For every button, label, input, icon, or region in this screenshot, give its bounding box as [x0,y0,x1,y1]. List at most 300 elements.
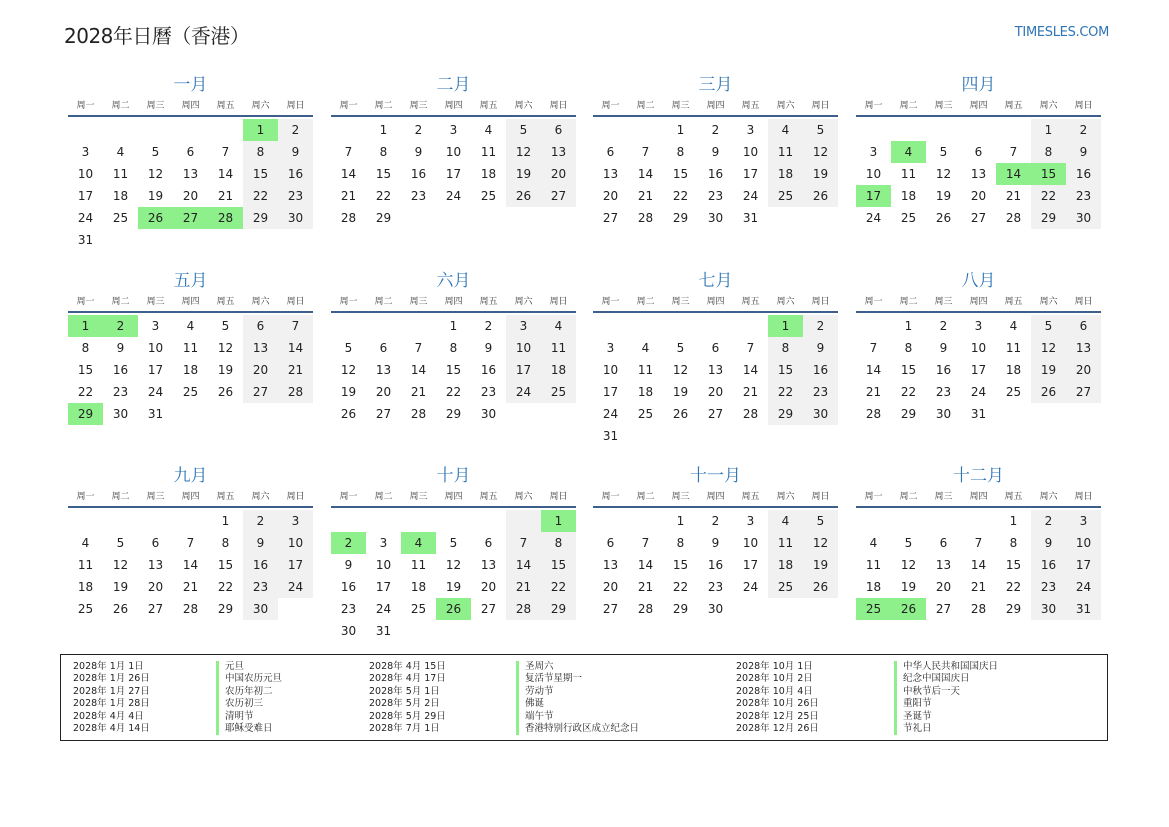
holiday-date: 2028年 10月 1日 [736,661,813,672]
weekday-label: 周六 [251,297,270,307]
holiday-names-col-3 [894,661,998,735]
day-cell: 2 [484,319,493,333]
day-cell: 6 [186,145,195,159]
weekday-label: 周二 [111,297,130,307]
day-cell: 9 [278,141,313,163]
day-cell: 28 [278,381,313,403]
day-cell: 11 [77,558,94,572]
month-5 [68,270,313,425]
day-cell: 4 [768,510,803,532]
empty-cell [173,510,208,532]
weekday-label: 周四 [444,101,463,111]
weekday-label: 周五 [479,297,498,307]
day-cell: 8 [541,532,576,554]
day-cell: 3 [449,123,458,137]
day-cell: 14 [410,363,427,377]
day-cell: 9 [1066,141,1101,163]
day-grid [331,119,576,229]
day-cell: 31 [602,429,619,443]
day-cell: 22 [375,189,392,203]
day-cell: 13 [970,167,987,181]
weekday-label: 周四 [706,297,725,307]
day-cell: 1 [379,123,388,137]
month-12 [856,465,1101,620]
day-cell: 24 [865,211,882,225]
day-cell: 24 [970,385,987,399]
day-cell: 5 [151,145,160,159]
day-cell: 30 [707,602,724,616]
day-cell: 30 [278,207,313,229]
day-cell: 6 [939,536,948,550]
day-cell: 19 [803,554,838,576]
day-cell: 25 [768,576,803,598]
empty-cell [103,119,138,141]
day-cell: 17 [445,167,462,181]
day-cell: 17 [506,359,541,381]
day-cell: 11 [182,341,199,355]
day-cell: 9 [344,558,353,572]
weekday-label: 周五 [741,101,760,111]
empty-cell [68,510,103,532]
weekday-label: 周三 [934,101,953,111]
day-cell: 11 [768,532,803,554]
holiday-names-col-1 [216,661,282,735]
empty-cell [856,119,891,141]
empty-cell [173,119,208,141]
holiday-name: 圣诞节 [894,711,998,723]
day-cell: 6 [974,145,983,159]
day-cell: 21 [410,385,427,399]
weekday-label: 周六 [514,297,533,307]
day-cell: 21 [217,189,234,203]
day-cell: 16 [243,554,278,576]
month-divider [856,506,1101,508]
month-divider [331,506,576,508]
day-cell: 9 [243,532,278,554]
day-cell: 21 [865,385,882,399]
day-cell: 28 [865,407,882,421]
day-cell: 10 [445,145,462,159]
day-cell: 9 [711,145,720,159]
day-cell: 2 [243,510,278,532]
day-cell: 23 [803,381,838,403]
day-cell: 17 [602,385,619,399]
holiday-name: 中国农历元旦 [216,673,282,685]
day-cell: 29 [375,211,392,225]
empty-cell [856,315,891,337]
day-cell: 19 [445,580,462,594]
day-cell: 10 [278,532,313,554]
weekday-label: 周日 [1074,492,1093,502]
day-cell: 10 [506,337,541,359]
day-cell: 16 [278,163,313,185]
day-cell: 26 [803,185,838,207]
day-cell: 7 [1009,145,1018,159]
month-name: 一月 [173,75,208,95]
empty-cell [891,119,926,141]
holiday-day: 1 [68,315,103,337]
weekday-label: 周一 [601,297,620,307]
day-cell: 11 [865,558,882,572]
weekday-label: 周六 [1039,101,1058,111]
day-cell: 18 [900,189,917,203]
day-cell: 22 [1031,185,1066,207]
day-cell: 22 [672,189,689,203]
day-cell: 18 [480,167,497,181]
weekday-label: 周三 [146,492,165,502]
day-cell: 8 [1009,536,1018,550]
day-cell: 16 [1031,554,1066,576]
day-cell: 7 [974,536,983,550]
weekday-label: 周二 [111,492,130,502]
day-cell: 10 [865,167,882,181]
day-cell: 16 [803,359,838,381]
day-cell: 25 [1005,385,1022,399]
empty-cell [926,119,961,141]
day-cell: 8 [379,145,388,159]
holiday-name: 中华人民共和国国庆日 [894,661,998,673]
holiday-day: 1 [768,315,803,337]
day-grid [593,119,838,229]
day-cell: 29 [900,407,917,421]
day-cell: 10 [147,341,164,355]
day-cell: 27 [541,185,576,207]
empty-cell [663,315,698,337]
day-cell: 7 [414,341,423,355]
day-cell: 3 [379,536,388,550]
empty-cell [138,119,173,141]
empty-cell [926,510,961,532]
day-grid [331,315,576,425]
empty-cell [593,119,628,141]
day-cell: 20 [147,580,164,594]
day-cell: 12 [340,363,357,377]
holiday-day: 26 [138,207,173,229]
day-cell: 5 [506,119,541,141]
day-cell: 6 [606,536,615,550]
holiday-name: 元旦 [216,661,282,673]
month-3 [593,74,838,229]
empty-cell [961,119,996,141]
day-cell: 3 [746,123,755,137]
month-name: 三月 [698,75,733,95]
weekday-label: 周六 [776,101,795,111]
day-cell: 6 [379,341,388,355]
weekday-label: 周五 [1004,101,1023,111]
weekday-label: 周三 [671,101,690,111]
day-cell: 1 [449,319,458,333]
month-name: 四月 [961,75,996,95]
empty-cell [401,510,436,532]
day-cell: 5 [344,341,353,355]
weekday-label: 周五 [216,297,235,307]
weekday-label: 周一 [339,101,358,111]
day-grid [593,510,838,620]
day-cell: 10 [77,167,94,181]
day-cell: 21 [182,580,199,594]
holiday-list [60,654,1108,741]
day-cell: 28 [506,598,541,620]
holiday-date: 2028年 4月 14日 [73,723,150,735]
day-cell: 25 [768,185,803,207]
day-cell: 18 [768,554,803,576]
month-divider [331,311,576,313]
day-cell: 12 [506,141,541,163]
weekday-label: 周六 [514,101,533,111]
weekday-label: 周一 [339,492,358,502]
empty-cell [593,315,628,337]
day-cell: 13 [1066,337,1101,359]
holiday-name: 端午节 [516,711,639,723]
weekday-header [856,294,1101,310]
holiday-date: 2028年 5月 2日 [369,698,440,710]
day-cell: 25 [480,189,497,203]
day-cell: 23 [243,576,278,598]
day-cell: 6 [243,315,278,337]
month-divider [331,115,576,117]
day-cell: 4 [81,536,90,550]
holiday-day: 2 [331,532,366,554]
holiday-date: 2028年 5月 29日 [369,710,446,722]
day-cell: 15 [900,363,917,377]
day-cell: 27 [602,602,619,616]
weekday-header [331,489,576,505]
day-cell: 11 [768,141,803,163]
month-8 [856,270,1101,425]
day-cell: 12 [445,558,462,572]
day-cell: 18 [865,580,882,594]
day-cell: 20 [1066,359,1101,381]
day-cell: 20 [182,189,199,203]
day-cell: 31 [375,624,392,638]
weekday-label: 周三 [409,492,428,502]
weekday-label: 周四 [706,492,725,502]
day-cell: 7 [344,145,353,159]
weekday-label: 周六 [514,492,533,502]
holiday-day: 14 [996,163,1031,185]
weekday-label: 周四 [181,492,200,502]
day-cell: 11 [480,145,497,159]
holiday-date: 2028年 7月 1日 [369,723,440,735]
day-grid [593,315,838,447]
site-link[interactable]: TIMESLES.COM [1014,25,1109,40]
day-grid [331,510,576,642]
day-cell: 27 [480,602,497,616]
day-cell: 13 [602,558,619,572]
weekday-label: 周五 [216,101,235,111]
weekday-label: 周三 [671,297,690,307]
weekday-label: 周五 [216,492,235,502]
day-cell: 3 [974,319,983,333]
day-cell: 23 [1031,576,1066,598]
day-cell: 24 [278,576,313,598]
weekday-label: 周四 [181,297,200,307]
day-cell: 7 [641,145,650,159]
day-cell: 28 [410,407,427,421]
day-cell: 6 [711,341,720,355]
holiday-name: 佛诞 [516,698,639,710]
day-cell: 29 [672,211,689,225]
day-cell: 16 [1066,163,1101,185]
month-name: 二月 [436,75,471,95]
day-cell: 24 [506,381,541,403]
day-cell: 6 [541,119,576,141]
day-cell: 16 [707,558,724,572]
day-cell: 16 [410,167,427,181]
weekday-label: 周日 [1074,297,1093,307]
holiday-name: 圣周六 [516,661,639,673]
weekday-header [593,294,838,310]
empty-cell [996,119,1031,141]
day-cell: 5 [676,341,685,355]
empty-cell [628,119,663,141]
day-cell: 4 [186,319,195,333]
weekday-label: 周四 [444,297,463,307]
day-cell: 23 [707,580,724,594]
holiday-dates-col-3 [736,661,819,735]
day-cell: 7 [506,532,541,554]
day-cell: 29 [445,407,462,421]
month-divider [68,311,313,313]
day-cell: 28 [970,602,987,616]
day-cell: 8 [243,141,278,163]
month-2 [331,74,576,229]
day-cell: 1 [1009,514,1018,528]
day-cell: 2 [711,123,720,137]
day-cell: 15 [1005,558,1022,572]
day-cell: 10 [742,536,759,550]
day-cell: 29 [217,602,234,616]
weekday-label: 周日 [1074,101,1093,111]
weekday-label: 周四 [969,101,988,111]
month-divider [68,506,313,508]
day-cell: 10 [970,341,987,355]
month-divider [856,311,1101,313]
weekday-label: 周六 [251,101,270,111]
empty-cell [733,315,768,337]
weekday-label: 周三 [934,492,953,502]
holiday-date: 2028年 5月 1日 [369,685,440,697]
day-cell: 20 [602,580,619,594]
day-cell: 20 [935,580,952,594]
day-cell: 31 [742,211,759,225]
day-cell: 26 [672,407,689,421]
weekday-label: 周三 [671,492,690,502]
day-cell: 24 [742,580,759,594]
day-cell: 9 [484,341,493,355]
empty-cell [331,119,366,141]
weekday-header [68,98,313,114]
day-cell: 14 [506,554,541,576]
weekday-label: 周日 [286,101,305,111]
day-cell: 7 [278,315,313,337]
day-cell: 8 [676,145,685,159]
day-cell: 19 [900,580,917,594]
day-cell: 21 [637,189,654,203]
holiday-name: 复活节星期一 [516,673,639,685]
empty-cell [401,315,436,337]
day-cell: 19 [935,189,952,203]
weekday-label: 周一 [76,492,95,502]
holiday-date: 2028年 1月 27日 [73,685,150,697]
day-cell: 18 [637,385,654,399]
day-cell: 4 [768,119,803,141]
day-cell: 19 [506,163,541,185]
day-cell: 24 [375,602,392,616]
month-divider [593,506,838,508]
day-cell: 12 [803,141,838,163]
day-cell: 12 [147,167,164,181]
day-cell: 22 [445,385,462,399]
day-cell: 11 [410,558,427,572]
holiday-date: 2028年 12月 25日 [736,710,819,722]
day-cell: 23 [112,385,129,399]
holiday-date: 2028年 1月 1日 [73,661,144,672]
holiday-name: 劳动节 [516,686,639,698]
weekday-label: 周二 [374,492,393,502]
day-cell: 2 [278,119,313,141]
day-cell: 27 [243,381,278,403]
empty-cell [593,510,628,532]
day-cell: 2 [1066,119,1101,141]
holiday-name: 重阳节 [894,698,998,710]
day-cell: 26 [803,576,838,598]
weekday-label: 周一 [76,101,95,111]
holiday-day: 26 [436,598,471,620]
day-cell: 17 [742,167,759,181]
day-cell: 3 [151,319,160,333]
weekday-label: 周日 [811,101,830,111]
weekday-label: 周五 [479,101,498,111]
weekday-label: 周三 [146,297,165,307]
day-cell: 24 [147,385,164,399]
day-cell: 25 [541,381,576,403]
weekday-label: 周一 [864,297,883,307]
day-cell: 16 [935,363,952,377]
day-cell: 13 [935,558,952,572]
month-name: 十月 [436,466,471,486]
empty-cell [506,510,541,532]
day-cell: 14 [970,558,987,572]
holiday-name: 香港特别行政区成立纪念日 [516,723,639,735]
empty-cell [138,510,173,532]
day-cell: 20 [602,189,619,203]
day-cell: 13 [602,167,619,181]
day-cell: 15 [672,558,689,572]
day-cell: 28 [742,407,759,421]
day-cell: 29 [1005,602,1022,616]
day-cell: 7 [869,341,878,355]
day-cell: 12 [217,341,234,355]
weekday-label: 周一 [76,297,95,307]
day-grid [68,119,313,251]
day-cell: 26 [112,602,129,616]
day-cell: 5 [1031,315,1066,337]
day-cell: 22 [1005,580,1022,594]
day-cell: 13 [182,167,199,181]
weekday-label: 周二 [374,297,393,307]
month-6 [331,270,576,425]
empty-cell [331,510,366,532]
day-cell: 15 [541,554,576,576]
day-cell: 17 [77,189,94,203]
day-cell: 6 [606,145,615,159]
day-cell: 22 [900,385,917,399]
day-cell: 14 [182,558,199,572]
holiday-date: 2028年 10月 26日 [736,698,819,710]
weekday-header [68,294,313,310]
day-cell: 18 [1005,363,1022,377]
